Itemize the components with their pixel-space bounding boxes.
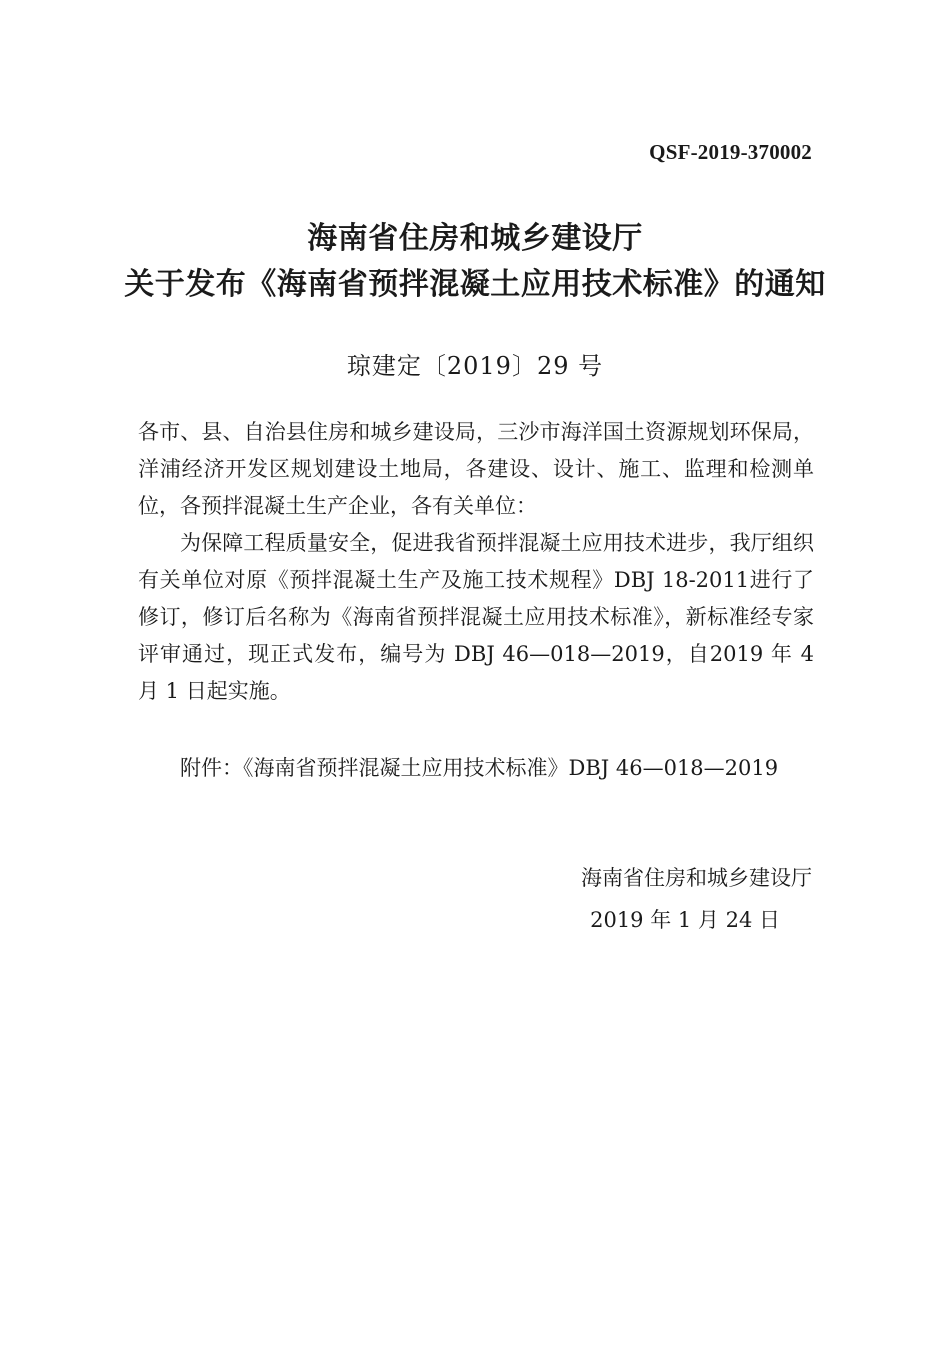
document-number: 琼建定〔2019〕29 号 [346, 352, 604, 380]
title-line-1: 海南省住房和城乡建设厅 [307, 221, 643, 256]
main-paragraph: 为保障工程质量安全，促进我省预拌混凝土应用技术进步，我厅组织有关单位对原《预拌混凝土生产及施工技术规程》DBJ 18-2011进行了修订，修订后名称为《海南省预拌混凝土应用技术标准》，新标准经专家评审通过，现正式发布，编号为 DBJ 46—018—2019，自2019 年 4 月 1 日起实施。 [138, 531, 814, 703]
issue-date: 2019 年 1 月 24 日 [590, 908, 780, 932]
title-line-2: 关于发布《海南省预拌混凝土应用技术标准》的通知 [124, 267, 826, 302]
attachment-line: 附件：《海南省预拌混凝土应用技术标准》DBJ 46—018—2019 [180, 756, 779, 780]
issuer-name: 海南省住房和城乡建设厅 [581, 866, 812, 890]
notice-body [138, 414, 814, 710]
document-code: QSF-2019-370002 [649, 140, 812, 164]
notice-title [0, 216, 950, 308]
recipients-paragraph: 各市、县、自治县住房和城乡建设局，三沙市海洋国土资源规划环保局，洋浦经济开发区规划建设土地局，各建设、设计、施工、监理和检测单位，各预拌混凝土生产企业，各有关单位： [138, 420, 814, 518]
